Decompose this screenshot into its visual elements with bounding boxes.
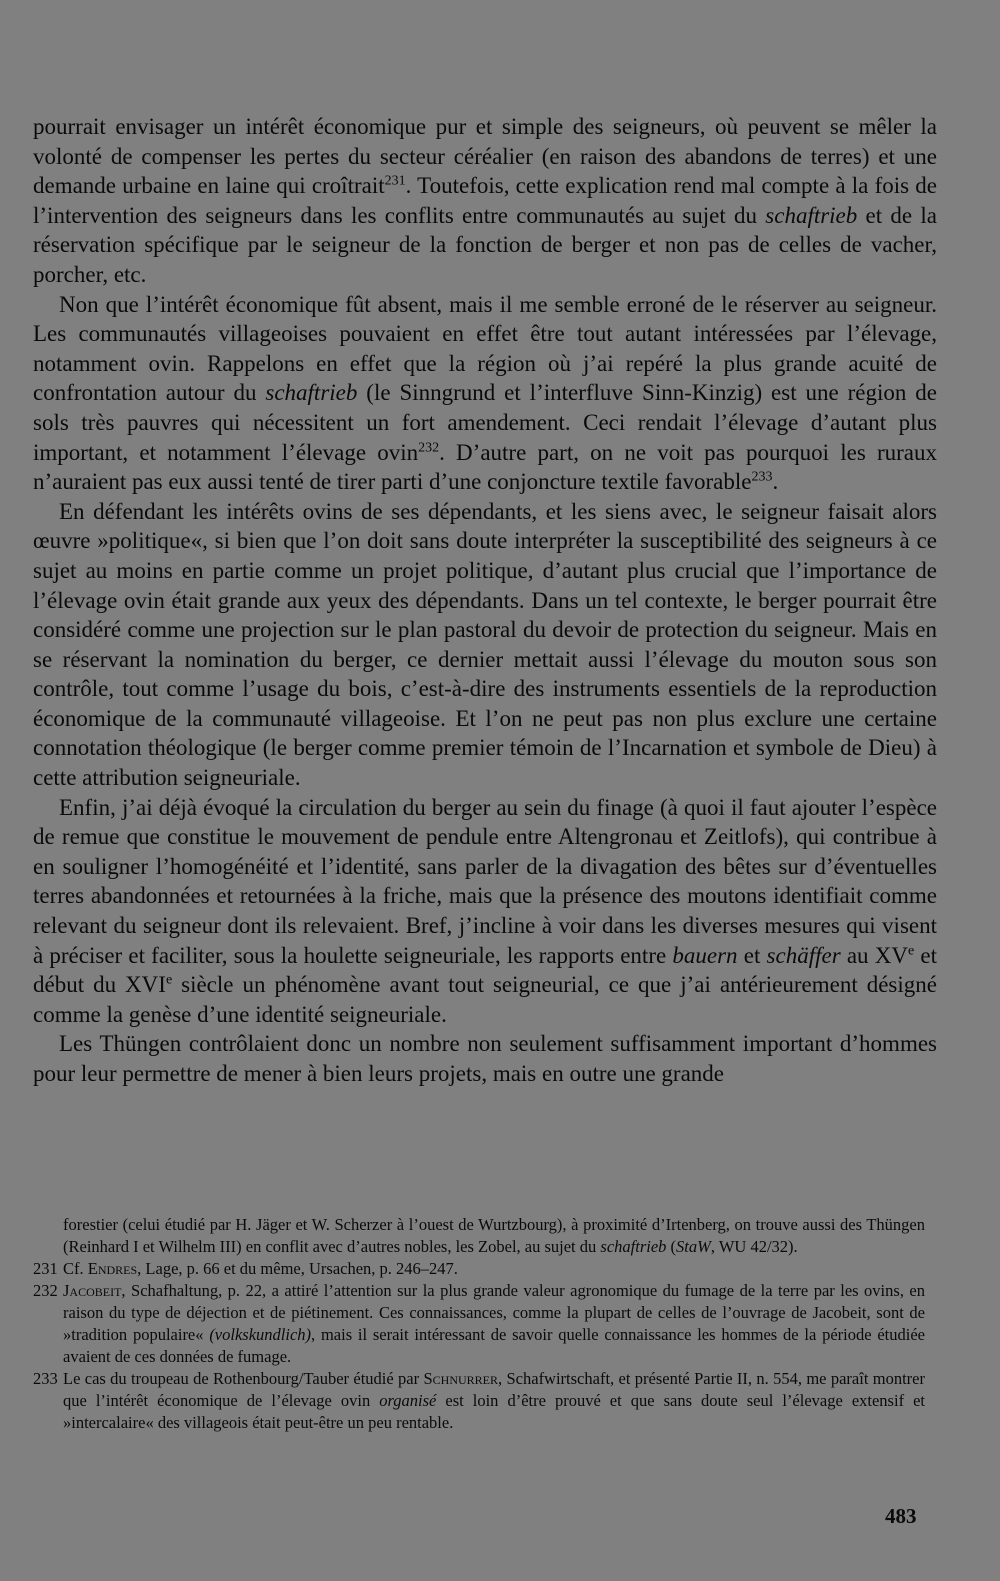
text-run: Non que l’intérêt économique fût absent, mais il me semble erroné de le réserver au seigneur. Les communautés villageoises pouvaient en effet être tout autant intéressées par l’élevage, notamment ovin. Rappelons en effet que la région où j’ai repéré la plus grande acuité de confrontation autour du xyxy=(33,291,937,406)
footnote-reference-231: 231 xyxy=(384,173,406,189)
author-name: Jacobeit xyxy=(63,1281,122,1300)
text-run: et xyxy=(737,942,767,968)
text-run: et début du XVI xyxy=(33,942,937,998)
footnote-reference-233: 233 xyxy=(751,469,773,485)
text-run: Cf. xyxy=(63,1259,88,1278)
footnote-continuation xyxy=(63,1214,925,1258)
paragraph-1 xyxy=(33,112,937,290)
superscript: e xyxy=(165,972,173,988)
paragraph-2 xyxy=(33,290,937,497)
main-text xyxy=(33,112,937,1089)
footnote-233 xyxy=(33,1368,925,1434)
italic-term: schaftrieb xyxy=(765,202,858,228)
text-run: pourrait envisager un intérêt économique pur et simple des seigneurs, où peuvent se mêler la volonté de compenser les pertes du secteur céréalier (en raison des abandons de terres) et une demande urbaine en laine qui croîtrait xyxy=(33,114,937,199)
text-run: est loin d’être prouvé et que sans doute seul l’élevage extensif et »intercalaire« des villageois était peut-être un peu rentable. xyxy=(63,1391,925,1432)
footnote-number: 233 xyxy=(33,1369,58,1388)
superscript: e xyxy=(907,942,915,958)
page-number: 483 xyxy=(885,1504,917,1528)
text-run: , mais il serait intéressant de savoir quelle connaissance les hommes de la période étudiée avaient de ces données de fumage. xyxy=(63,1325,926,1366)
italic-term: bauern xyxy=(672,942,738,968)
footnote-232 xyxy=(33,1280,925,1368)
text-run: siècle un phénomène avant tout seigneurial, ce que j’ai antérieurement désigné comme la genèse d’une identité seigneuriale. xyxy=(33,972,937,1027)
text-run: , WU 42/32). xyxy=(710,1237,798,1256)
italic-term: StaW xyxy=(676,1237,711,1256)
author-name: Schnurrer xyxy=(423,1369,499,1388)
footnote-231 xyxy=(33,1258,925,1280)
author-name: Endres xyxy=(87,1259,138,1278)
italic-term: schaftrieb xyxy=(600,1237,667,1256)
italic-term: (volkskundlich) xyxy=(209,1325,312,1344)
text-run: (le Sinngrund et l’interfluve Sinn-Kinzig) est une région de sols très pauvres qui nécessitent un fort amendement. Ceci rendait l’élevage d’autant plus important, et notamment l’élevage ovin xyxy=(33,380,937,465)
italic-term: organisé xyxy=(379,1391,437,1410)
text-run: au XV xyxy=(840,942,908,968)
footnote-number: 232 xyxy=(33,1281,58,1300)
text-run: , Schafhaltung, p. 22, a attiré l’attention sur la plus grande valeur agronomique du fumage de la terre par les ovins, en raison du type de déjection et de piétinement. Ces connaissances, comme la plupart de celles de l’ouvrage de Jacobeit, sont de »tradition populaire« xyxy=(63,1281,925,1344)
paragraph-5: Les Thüngen contrôlaient donc un nombre non seulement suffisamment important d’hommes pour leur permettre de mener à bien leurs projets, mais en outre une grande xyxy=(33,1031,937,1086)
text-run: . Toutefois, cette explication rend mal compte à la fois de l’intervention des seigneurs dans les conflits entre communautés au sujet du xyxy=(33,173,937,228)
text-run: , Lage, p. 66 et du même, Ursachen, p. 246–247. xyxy=(137,1259,458,1278)
text-run: Le cas du troupeau de Rothenbourg/Tauber étudié par xyxy=(63,1369,424,1388)
text-run: et de la réservation spécifique par le seigneur de la fonction de berger et non pas de celles de vacher, porcher, etc. xyxy=(33,202,938,287)
italic-term: schaftrieb xyxy=(265,380,358,406)
footnotes xyxy=(33,1214,925,1434)
italic-term: schäffer xyxy=(766,942,841,968)
text-run: ( xyxy=(666,1237,677,1256)
text-run: . xyxy=(772,469,779,495)
text-run: , Schafwirtschaft, et présenté Partie II, n. 554, me paraît montrer que l’intérêt économique de l’élevage ovin xyxy=(63,1369,925,1410)
text-run: forestier (celui étudié par H. Jäger et W. Scherzer à l’ouest de Wurtzbourg), à proximité d’Irtenberg, on trouve aussi des Thüngen (Reinhard I et Wilhelm III) en conflit avec d’autres nobles, les Zobel, au sujet du xyxy=(63,1215,925,1256)
text-run: Enfin, j’ai déjà évoqué la circulation du berger au sein du finage (à quoi il faut ajouter l’espèce de remue que constitue le mouvement de pendule entre Altengronau et Zeitlofs), qui contribue à en souligner l’homogénéité et l’identité, sans parler de la divagation des bêtes sur d’éventuelles terres abandonnées et retournées à la friche, mais que la présence des moutons identifiait comme relevant du seigneur dont ils relevaient. Bref, j’incline à voir dans les diverses mesures qui visent à préciser et faciliter, sous la houlette seigneuriale, les rapports entre xyxy=(33,794,937,968)
text-run: . D’autre part, on ne voit pas pourquoi les ruraux n’auraient pas eux aussi tenté de tirer parti d’une conjoncture textile favorable xyxy=(33,439,937,495)
footnote-reference-232: 232 xyxy=(418,439,440,455)
footnote-number: 231 xyxy=(33,1259,58,1278)
paragraph-4 xyxy=(33,793,937,1030)
paragraph-3: En défendant les intérêts ovins de ses dépendants, et les siens avec, le seigneur faisait alors œuvre »politique«, si bien que l’on doit sans doute interpréter la susceptibilité des seigneurs à ce sujet au moins en partie comme un projet politique, d’autant plus crucial que l’importance de l’élevage ovin était grande aux yeux des dépendants. Dans un tel contexte, le berger pourrait être considéré comme une projection sur le plan pastoral du devoir de protection du seigneur. Mais en se réservant la nomination du berger, ce dernier mettait aussi l’élevage du mouton sous son contrôle, tout comme l’usage du bois, c’est-à-dire des instruments essentiels de la reproduction économique de la communauté villageoise. Et l’on ne peut pas non plus exclure une certaine connotation théologique (le berger comme premier témoin de l’Incarnation et symbole de Dieu) à cette attribution seigneuriale. xyxy=(33,498,937,791)
